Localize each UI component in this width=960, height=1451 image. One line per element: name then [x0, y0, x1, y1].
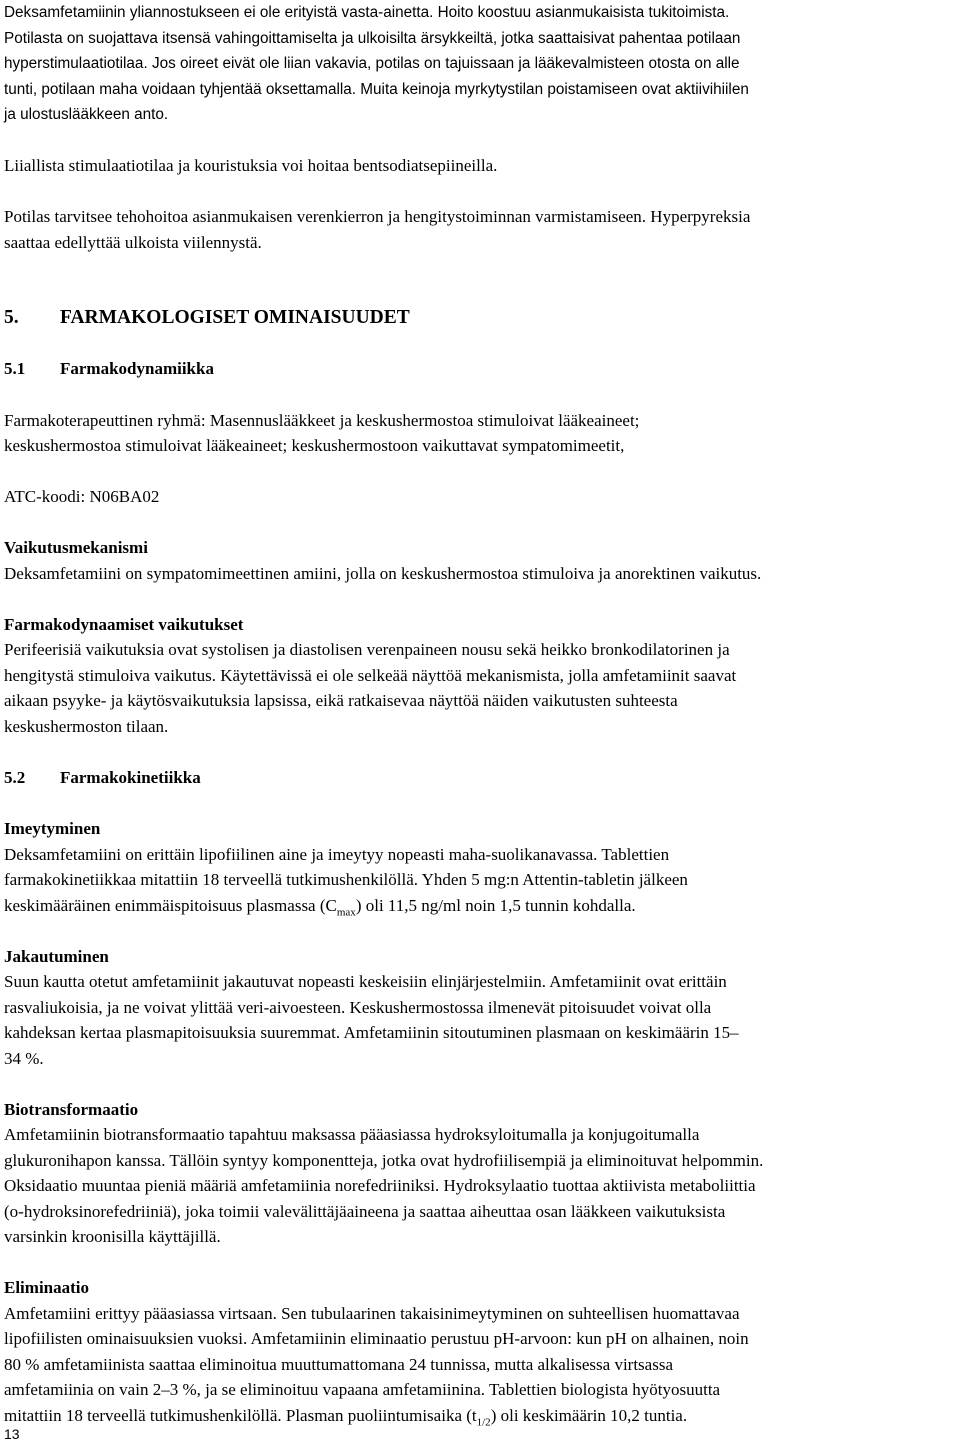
text-line: 34 %. — [4, 1048, 44, 1068]
section-5-heading — [4, 305, 958, 331]
absorption-heading: Imeytyminen — [4, 819, 101, 838]
distribution-paragraph — [4, 969, 958, 1071]
text-line: aikaan psyyke- ja käytösvaikutuksia lapsissa, eikä ratkaisevaa näyttöä näiden vaikutusten suhteesta — [4, 691, 678, 710]
text-line: Perifeerisiä vaikutuksia ovat systolisen ja diastolisen verenpaineen nousu sekä heikko bronkodilatorinen ja — [4, 640, 730, 659]
text-line: kahdeksan kertaa plasmapitoisuuksia suuremmat. Amfetamiinin sitoutuminen plasmaan on keskimäärin 15– — [4, 1023, 739, 1042]
section-title: Farmakodynamiikka — [60, 359, 214, 378]
section-5-2-heading — [4, 765, 958, 791]
text-line: hengitystä stimuloiva vaikutus. Käytettävissä ei ole selkeää näyttöä mekanismista, jolla amfetamiinit saavat — [4, 665, 737, 685]
overdose-treatment-paragraph — [4, 0, 958, 128]
elimination-paragraph — [4, 1301, 958, 1429]
cmax-subscript: max — [336, 905, 356, 918]
text-line: keskushermostoa stimuloivat lääkeaineet; keskushermostoon vaikuttavat sympatomimeetit, — [4, 436, 625, 455]
text-line: keskushermoston tilaan. — [4, 716, 169, 736]
text-line: (o-hydroksinorefedriiniä), joka toimii valevälittäjäaineena ja saattaa aiheuttaa osan lääkkeen vaikutuksista — [4, 1201, 726, 1221]
document-page — [4, 0, 958, 1428]
atc-code: ATC-koodi: N06BA02 — [4, 487, 160, 506]
text-line — [4, 1403, 958, 1429]
text-fragment: ) oli 11,5 ng/ml noin 1,5 tunnin kohdalla. — [355, 895, 636, 915]
mechanism-paragraph: Deksamfetamiini on sympatomimeettinen amiini, jolla on keskushermostoa stimuloiva ja anorektinen vaikutus. — [4, 563, 762, 583]
text-line: Deksamfetamiinin yliannostukseen ei ole erityistä vasta-ainetta. Hoito koostuu asianmukaisista tukitoimista. — [4, 4, 730, 21]
section-number: 5.2 — [4, 767, 26, 787]
text-line: rasvaliukoisia, ja ne voivat ylittää veri-aivoesteen. Keskushermostossa ilmenevät pitoisuudet voivat olla — [4, 997, 712, 1017]
page-number: 13 — [4, 1426, 20, 1442]
half-life-subscript: 1/2 — [476, 1415, 491, 1428]
text-line: Amfetamiinin biotransformaatio tapahtuu maksassa pääasiassa hydroksyloitumalla ja konjugoitumalla — [4, 1125, 700, 1144]
text-line: Farmakoterapeuttinen ryhmä: Masennuslääkkeet ja keskushermostoa stimuloivat lääkeaineet; — [4, 410, 640, 430]
section-number: 5. — [4, 307, 19, 328]
text-fragment: mitattiin 18 terveellä tutkimushenkilöllä. Plasman puoliintumisaika (t — [4, 1405, 477, 1425]
text-line: saattaa edellyttää ulkoista viilennystä. — [4, 232, 262, 252]
text-line: farmakokinetiikkaa mitattiin 18 terveellä tutkimushenkilöllä. Yhden 5 mg:n Attentin-tabletin jälkeen — [4, 870, 688, 889]
distribution-heading: Jakautuminen — [4, 946, 109, 966]
text-line: Potilas tarvitsee tehohoitoa asianmukaisen verenkierron ja hengitystoiminnan varmistamiseen. Hyperpyreksia — [4, 207, 751, 226]
benzodiazepine-paragraph: Liiallista stimulaatiotilaa ja kouristuksia voi hoitaa bentsodiatsepiineilla. — [4, 156, 498, 175]
section-number: 5.1 — [4, 359, 26, 378]
absorption-paragraph — [4, 842, 958, 919]
text-line — [4, 893, 958, 919]
section-title: FARMAKOLOGISET OMINAISUUDET — [60, 307, 410, 328]
pharmacodynamic-effects-heading: Farmakodynaamiset vaikutukset — [4, 614, 244, 634]
pharmacodynamic-effects-paragraph — [4, 637, 958, 739]
biotransformation-heading: Biotransformaatio — [4, 1099, 139, 1119]
section-title: Farmakokinetiikka — [60, 767, 201, 787]
text-line: varsinkin kroonisilla käyttäjillä. — [4, 1227, 221, 1246]
text-line: Potilasta on suojattava itsensä vahingoittamiselta ja ulkoisilta ärsykkeiltä, jotka saattaisivat pahentaa potilaan — [4, 29, 741, 47]
text-line: 80 % amfetamiinista saattaa eliminoitua muuttumattomana 24 tunnissa, mutta alkalisessa virtsassa — [4, 1354, 673, 1374]
text-line: Deksamfetamiini on erittäin lipofiilinen aine ja imeytyy nopeasti maha-suolikanavassa. Tablettien — [4, 844, 670, 864]
biotransformation-paragraph — [4, 1122, 958, 1250]
text-line: Suun kautta otetut amfetamiinit jakautuvat nopeasti keskeisiin elinjärjestelmiin. Amfetamiinit ovat erittäin — [4, 972, 727, 991]
text-line: amfetamiinia on vain 2–3 %, ja se eliminoituu vapaana amfetamiinina. Tablettien biologista hyötyosuutta — [4, 1380, 721, 1399]
text-line: hyperstimulaatiotilaa. Jos oireet eivät ole liian vakavia, potilas on tajuissaan ja lääkevalmisteen otosta on alle — [4, 55, 740, 72]
text-line: Amfetamiini erittyy pääasiassa virtsaan. Sen tubulaarinen takaisinimeytyminen on suhteellisen huomattavaa — [4, 1303, 740, 1323]
text-fragment: ) oli keskimäärin 10,2 tuntia. — [490, 1405, 688, 1425]
section-5-1-heading — [4, 356, 958, 382]
therapeutic-group-paragraph — [4, 408, 958, 459]
text-line: tunti, potilaan maha voidaan tyhjentää oksettamalla. Muita keinoja myrkytystilan poistamiseen ovat aktiivihiilen — [4, 80, 749, 98]
text-fragment: keskimääräinen enimmäispitoisuus plasmassa (C — [4, 895, 337, 915]
text-line: lipofiilisten ominaisuuksien vuoksi. Amfetamiinin eliminaatio perustuu pH-arvoon: kun pH on alhainen, noin — [4, 1329, 749, 1348]
intensive-care-paragraph — [4, 204, 958, 255]
text-line: ja ulostuslääkkeen anto. — [4, 106, 169, 123]
mechanism-heading: Vaikutusmekanismi — [4, 538, 148, 557]
elimination-heading: Eliminaatio — [4, 1278, 90, 1297]
text-line: Oksidaatio muuntaa pieniä määriä amfetamiinia norefedriiniksi. Hydroksylaatio tuottaa aktiivista metaboliittia — [4, 1176, 756, 1195]
text-line: glukuronihapon kanssa. Tällöin syntyy komponentteja, jotka ovat hydrofiilisempiä ja eliminoituvat helpommin. — [4, 1150, 764, 1170]
